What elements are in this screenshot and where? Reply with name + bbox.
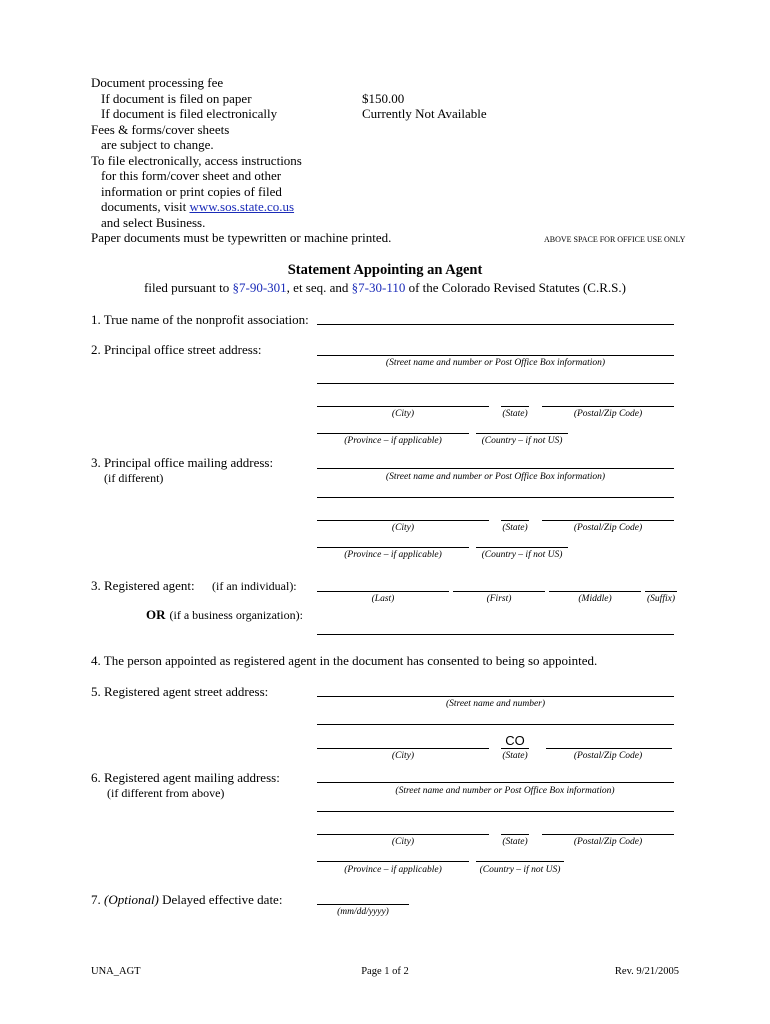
agent-mailing-province-caption: (Province – if applicable) (344, 865, 442, 875)
page-subtitle (0, 280, 770, 296)
agent-mailing-country-caption: (Country – if not US) (479, 865, 561, 875)
principal-street-field[interactable] (317, 355, 674, 356)
file-instructions-prefix: documents, visit (101, 199, 190, 214)
subtitle-prefix: filed pursuant to (144, 280, 233, 295)
mailing-city-caption: (City) (391, 523, 415, 533)
paper-fee-label: If document is filed on paper (101, 91, 252, 106)
mailing-zip-field[interactable] (542, 520, 674, 521)
file-instructions-line2: for this form/cover sheet and other (101, 168, 282, 183)
agent-mailing-country-field[interactable] (476, 861, 564, 862)
agent-business-name-field[interactable] (317, 634, 674, 635)
principal-province-caption: (Province – if applicable) (344, 436, 442, 446)
office-use-label: ABOVE SPACE FOR OFFICE USE ONLY (544, 235, 686, 244)
agent-middle-name-field[interactable] (549, 591, 641, 592)
mailing-street-caption: (Street name and number or Post Office Box information) (385, 472, 606, 482)
effective-date-caption: (mm/dd/yyyy) (337, 907, 389, 917)
agent-state-value: CO (505, 733, 525, 748)
item7-label (91, 892, 282, 908)
item6-note: (if different from above) (107, 786, 225, 800)
item7-text: Delayed effective date: (158, 892, 283, 907)
agent-state-field[interactable] (501, 748, 529, 749)
true-name-field[interactable] (317, 324, 674, 325)
agent-mailing-city-field[interactable] (317, 834, 489, 835)
agent-mailing-state-caption: (State) (502, 837, 528, 847)
mailing-street-field-2[interactable] (317, 497, 674, 498)
agent-or-row (146, 606, 303, 624)
mailing-zip-caption: (Postal/Zip Code) (573, 523, 643, 533)
statute-link-7-30-110[interactable]: §7-30-110 (351, 280, 406, 295)
item7-number: 7. (91, 892, 104, 907)
agent-first-name-field[interactable] (453, 591, 545, 592)
page-number: Page 1 of 2 (361, 966, 409, 977)
item6-label: 6. Registered agent mailing address: (91, 770, 280, 785)
mailing-state-field[interactable] (501, 520, 529, 521)
agent-suffix-field[interactable] (645, 591, 677, 592)
file-instructions-line1: To file electronically, access instructions (91, 153, 302, 168)
mailing-province-field[interactable] (317, 547, 469, 548)
statute-link-7-90-301[interactable]: §7-90-301 (232, 280, 287, 295)
item4-consent: 4. The person appointed as registered agent in the document has consented to being so appointed. (91, 653, 598, 668)
agent-mailing-province-field[interactable] (317, 861, 469, 862)
principal-zip-caption: (Postal/Zip Code) (573, 409, 643, 419)
agent-last-name-field[interactable] (317, 591, 449, 592)
fee-title: Document processing fee (91, 75, 224, 90)
agent-mailing-zip-field[interactable] (542, 834, 674, 835)
agent-mailing-street-field-2[interactable] (317, 811, 674, 812)
or-label: OR (146, 607, 166, 622)
subtitle-mid: , et seq. and (286, 280, 352, 295)
principal-street-caption: (Street name and number or Post Office Box information) (385, 358, 606, 368)
mailing-state-caption: (State) (502, 523, 528, 533)
mailing-country-caption: (Country – if not US) (481, 550, 563, 560)
agent-mailing-street-field[interactable] (317, 782, 674, 783)
agent-street-caption: (Street name and number) (445, 699, 546, 709)
principal-street-field-2[interactable] (317, 383, 674, 384)
agent-zip-field[interactable] (546, 748, 672, 749)
electronic-fee-label: If document is filed electronically (101, 106, 278, 121)
principal-city-caption: (City) (391, 409, 415, 419)
agent-street-field-2[interactable] (317, 724, 674, 725)
mailing-street-field[interactable] (317, 468, 674, 469)
agent-state-caption: (State) (502, 751, 528, 761)
item3-agent-individual-note: (if an individual): (212, 579, 297, 593)
principal-state-field[interactable] (501, 406, 529, 407)
principal-zip-field[interactable] (542, 406, 674, 407)
agent-city-field[interactable] (317, 748, 489, 749)
subtitle-suffix: of the Colorado Revised Statutes (C.R.S.) (405, 280, 626, 295)
principal-state-caption: (State) (502, 409, 528, 419)
agent-city-caption: (City) (391, 751, 415, 761)
item3-mailing-note: (if different) (104, 471, 164, 485)
effective-date-field[interactable] (317, 904, 409, 905)
principal-province-field[interactable] (317, 433, 469, 434)
file-instructions-line3: information or print copies of filed (101, 184, 282, 199)
mailing-city-field[interactable] (317, 520, 489, 521)
paper-fee-value: $150.00 (362, 91, 405, 106)
principal-country-field[interactable] (476, 433, 568, 434)
item5-label: 5. Registered agent street address: (91, 684, 269, 699)
agent-mailing-city-caption: (City) (391, 837, 415, 847)
agent-street-field[interactable] (317, 696, 674, 697)
agent-last-caption: (Last) (371, 594, 395, 604)
fees-note-line2: are subject to change. (101, 137, 214, 152)
revision-date: Rev. 9/21/2005 (614, 966, 679, 977)
business-org-note: (if a business organization): (169, 608, 303, 622)
page-title: Statement Appointing an Agent (287, 262, 483, 278)
item2-label: 2. Principal office street address: (91, 342, 262, 357)
mailing-province-caption: (Province – if applicable) (344, 550, 442, 560)
file-instructions-line5: and select Business. (101, 215, 206, 230)
paper-note: Paper documents must be typewritten or machine printed. (91, 230, 392, 245)
agent-first-caption: (First) (486, 594, 512, 604)
file-instructions-line4 (101, 199, 294, 215)
agent-middle-caption: (Middle) (578, 594, 612, 604)
mailing-country-field[interactable] (476, 547, 568, 548)
item3-mailing-label: 3. Principal office mailing address: (91, 455, 274, 470)
fees-note-line1: Fees & forms/cover sheets (91, 122, 230, 137)
agent-suffix-caption: (Suffix) (647, 594, 675, 604)
item7-optional: (Optional) (104, 892, 159, 907)
item3-agent-label: 3. Registered agent: (91, 578, 195, 593)
agent-mailing-street-caption: (Street name and number or Post Office Box information) (395, 786, 615, 796)
sos-website-link[interactable]: www.sos.state.co.us (189, 199, 295, 214)
principal-city-field[interactable] (317, 406, 489, 407)
agent-mailing-zip-caption: (Postal/Zip Code) (573, 837, 643, 847)
principal-country-caption: (Country – if not US) (481, 436, 563, 446)
item1-label: 1. True name of the nonprofit association: (91, 312, 309, 327)
form-id: UNA_AGT (91, 966, 141, 977)
electronic-fee-value: Currently Not Available (362, 106, 487, 121)
agent-mailing-state-field[interactable] (501, 834, 529, 835)
agent-zip-caption: (Postal/Zip Code) (573, 751, 643, 761)
